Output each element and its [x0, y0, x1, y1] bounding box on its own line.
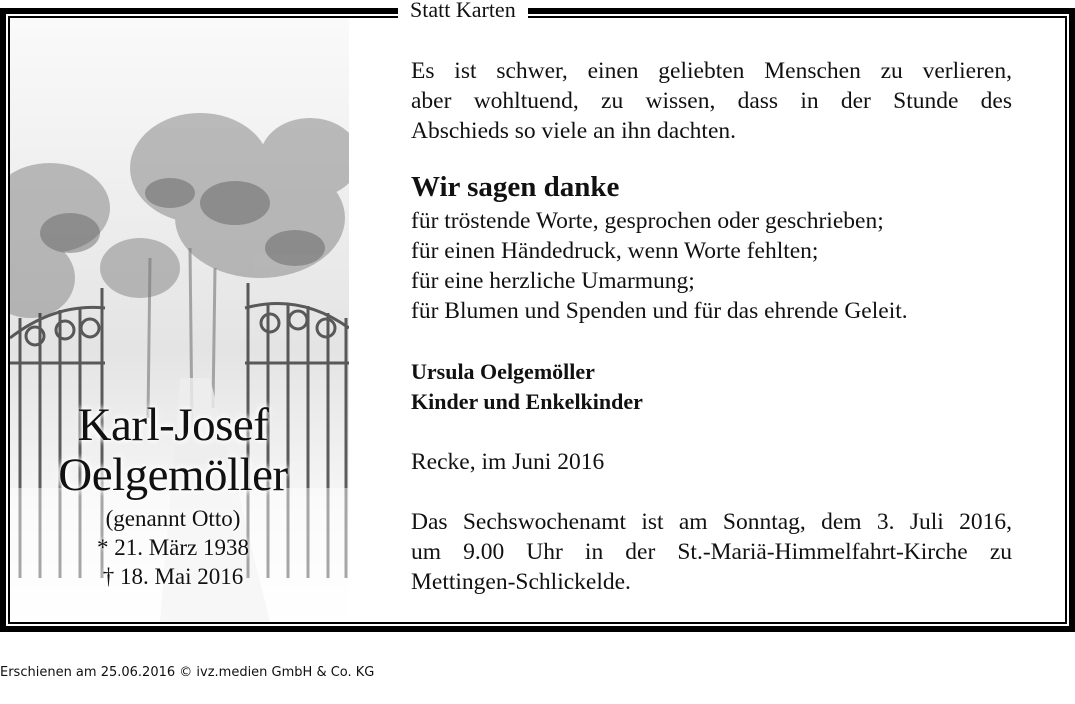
thanks-line: für tröstende Worte, gesprochen oder geschrieben; [411, 208, 884, 234]
thanks-line: für Blumen und Spenden und für das ehrende Geleit. [411, 298, 908, 324]
service-line: Mettingen-Schlickelde. [411, 569, 631, 595]
service-line: Das Sechswochenamt ist am Sonntag, dem 3. Juli 2016, [411, 509, 1012, 535]
thanks-line: für eine herzliche Umarmung; [411, 268, 695, 294]
deceased-first-name: Karl-Josef [77, 399, 269, 451]
intro-paragraph [411, 56, 1012, 146]
thanks-list [411, 206, 1012, 326]
signer-family: Kinder und Enkelkinder [411, 389, 643, 414]
intro-line: Abschieds so viele an ihn dachten. [411, 118, 736, 144]
service-line: um 9.00 Uhr in der St.-Mariä-Himmelfahrt-Kirche zu [411, 539, 1012, 565]
death-date: † 18. Mai 2016 [102, 564, 244, 589]
birth-date: * 21. März 1938 [96, 535, 250, 560]
deceased-nickname: (genannt Otto) [105, 506, 241, 531]
deceased-last-name: Oelgemöller [58, 449, 288, 501]
intro-line: Es ist schwer, einen geliebten Menschen zu verlieren, [411, 58, 1012, 84]
signers [411, 357, 1012, 417]
header-label: Statt Karten [398, 0, 528, 22]
publication-footer: Erschienen am 25.06.2016 © ivz.medien GmbH & Co. KG [0, 665, 375, 680]
thanks-headline: Wir sagen danke [411, 171, 620, 203]
signer-name: Ursula Oelgemöller [411, 359, 595, 384]
service-paragraph [411, 507, 1012, 597]
place-date: Recke, im Juni 2016 [411, 449, 605, 475]
intro-line: aber wohltuend, zu wissen, dass in der Stunde des [411, 88, 1012, 114]
thanks-line: für einen Händedruck, wenn Worte fehlten; [411, 238, 819, 264]
deceased-info [10, 400, 336, 591]
